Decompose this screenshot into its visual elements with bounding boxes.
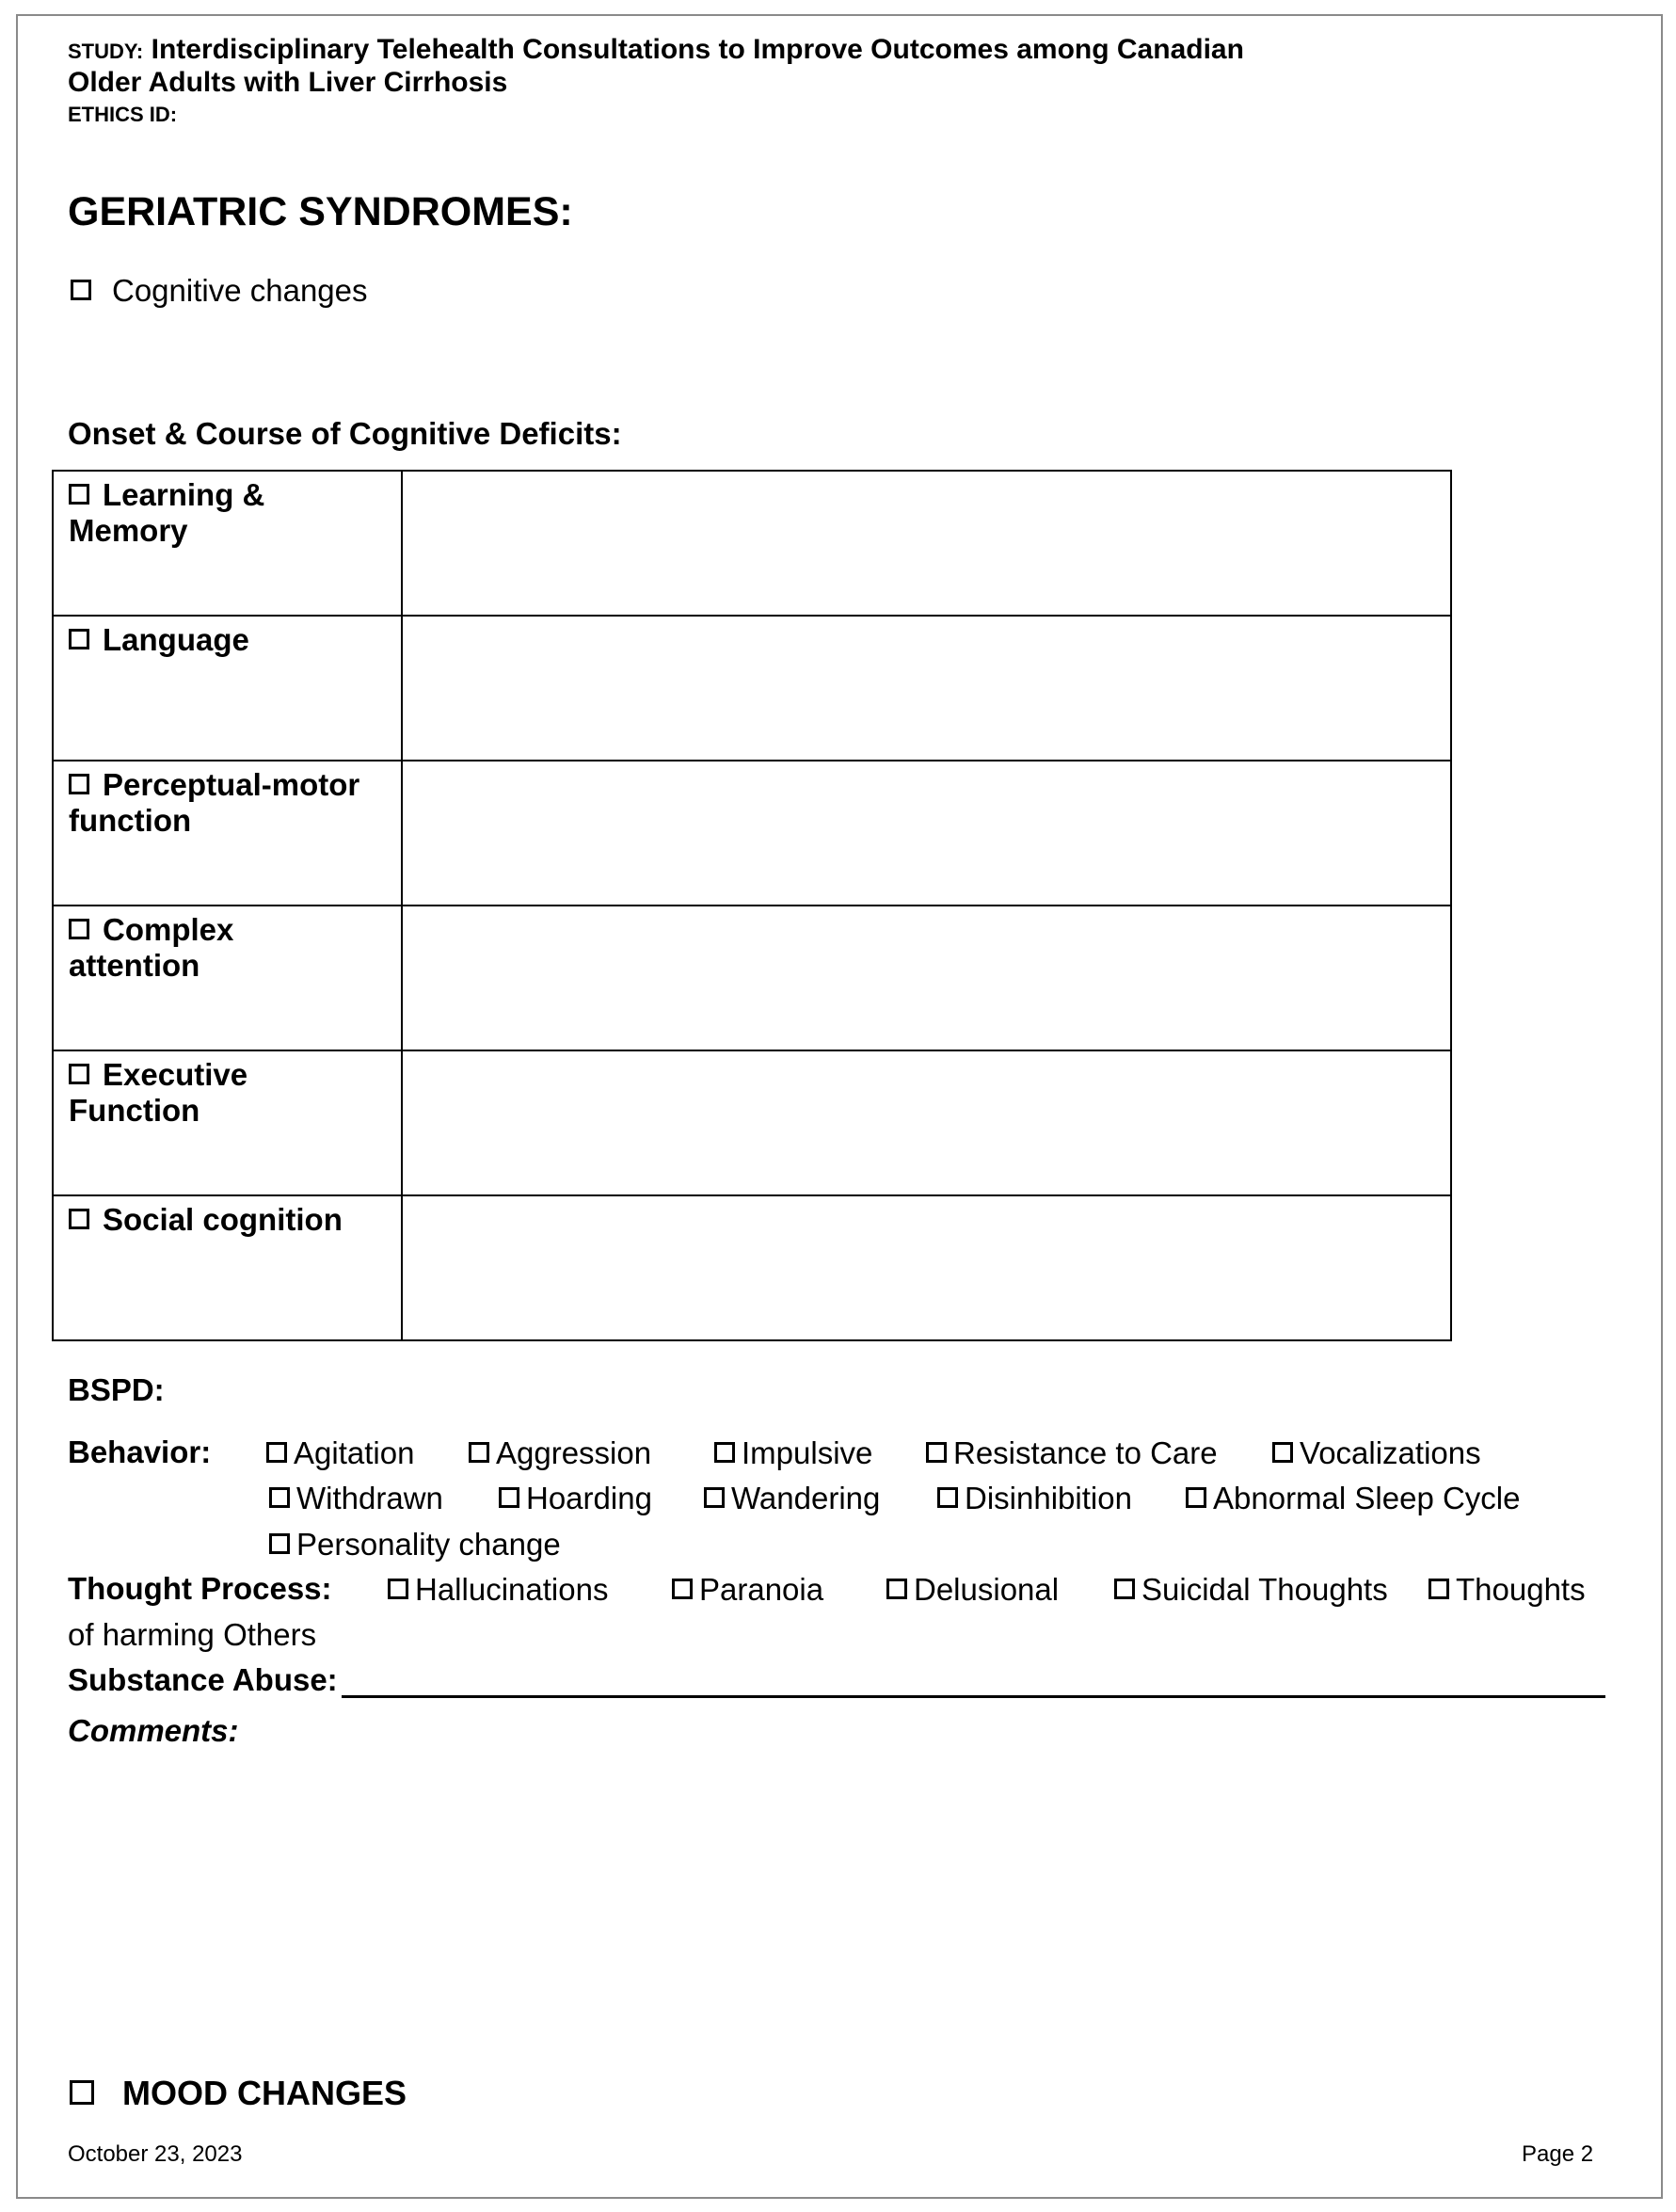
resistance-to-care-checkbox[interactable]: [926, 1442, 947, 1463]
withdrawn-checkbox[interactable]: [269, 1487, 290, 1508]
disinhibition-checkbox[interactable]: [937, 1487, 958, 1508]
thought-process-option[interactable]: [1429, 1571, 1586, 1609]
behavior-option[interactable]: [499, 1480, 652, 1517]
social-cognition-checkbox[interactable]: [69, 1209, 89, 1229]
table-row: [53, 1195, 1451, 1340]
perceptual-motor-checkbox[interactable]: [69, 774, 89, 794]
deficit-label-cell: [53, 906, 402, 1050]
behavior-option[interactable]: [714, 1435, 872, 1472]
personality-change-label: Personality change: [296, 1527, 561, 1562]
cognitive-deficits-table: [52, 470, 1452, 1341]
table-row: [53, 1050, 1451, 1195]
deficit-label-line1: Language: [103, 622, 249, 657]
disinhibition-label: Disinhibition: [965, 1481, 1132, 1515]
impulsive-label: Impulsive: [742, 1435, 873, 1470]
substance-abuse-label: Substance Abuse:: [68, 1662, 338, 1697]
thoughts-of-harming-others-checkbox[interactable]: [1429, 1579, 1449, 1599]
personality-change-checkbox[interactable]: [269, 1533, 290, 1554]
wandering-label: Wandering: [731, 1481, 881, 1515]
behavior-option[interactable]: [269, 1526, 561, 1563]
study-label: STUDY:: [68, 40, 144, 63]
thought-process-option[interactable]: [388, 1571, 608, 1609]
agitation-label: Agitation: [294, 1435, 415, 1470]
complex-attention-notes-field[interactable]: [402, 906, 1451, 1050]
agitation-checkbox[interactable]: [266, 1442, 287, 1463]
aggression-checkbox[interactable]: [469, 1442, 489, 1463]
learning-memory-checkbox[interactable]: [69, 484, 89, 505]
social-cognition-notes-field[interactable]: [402, 1195, 1451, 1340]
study-header: [68, 33, 1244, 69]
thought-process-label: Thought Process:: [68, 1571, 332, 1606]
behavior-option[interactable]: [1272, 1435, 1481, 1472]
deficit-label-cell: [53, 471, 402, 616]
mood-changes-checkbox[interactable]: [70, 2080, 94, 2105]
deficit-label-cell: [53, 616, 402, 761]
deficit-label-line1: Learning &: [103, 477, 265, 512]
deficit-label-line2: Function: [69, 1093, 200, 1128]
ethics-id-label: ETHICS ID:: [68, 103, 178, 126]
substance-abuse-field[interactable]: [342, 1695, 1605, 1698]
deficit-label-cell: [53, 761, 402, 906]
suicidal-thoughts-label: Suicidal Thoughts: [1141, 1572, 1388, 1607]
learning-memory-notes-field[interactable]: [402, 471, 1451, 616]
delusional-checkbox[interactable]: [886, 1579, 907, 1599]
thought-process-option[interactable]: [886, 1571, 1059, 1609]
table-row: [53, 616, 1451, 761]
section-title: GERIATRIC SYNDROMES:: [68, 189, 573, 234]
deficit-label-line2: attention: [69, 948, 200, 983]
study-title-line2: Older Adults with Liver Cirrhosis: [68, 67, 508, 98]
deficit-label-line1: Executive: [103, 1057, 248, 1092]
language-checkbox[interactable]: [69, 629, 89, 649]
hoarding-label: Hoarding: [526, 1481, 652, 1515]
executive-function-notes-field[interactable]: [402, 1050, 1451, 1195]
thought-process-option[interactable]: [672, 1571, 823, 1609]
onset-course-title: Onset & Course of Cognitive Deficits:: [68, 416, 622, 451]
wandering-checkbox[interactable]: [704, 1487, 725, 1508]
vocalizations-label: Vocalizations: [1300, 1435, 1481, 1470]
behavior-option[interactable]: [266, 1435, 414, 1472]
cognitive-changes-row: [71, 273, 368, 309]
thought-process-option[interactable]: [1114, 1571, 1388, 1609]
deficit-label-line2: Memory: [69, 513, 188, 548]
behavior-option[interactable]: [269, 1480, 443, 1517]
thoughts-of-harming-others-label: Thoughts: [1456, 1572, 1586, 1607]
table-row: [53, 906, 1451, 1050]
perceptual-motor-notes-field[interactable]: [402, 761, 1451, 906]
abnormal-sleep-cycle-label: Abnormal Sleep Cycle: [1213, 1481, 1521, 1515]
deficit-label-line1: Complex: [103, 912, 234, 947]
hallucinations-label: Hallucinations: [415, 1572, 609, 1607]
hoarding-checkbox[interactable]: [499, 1487, 519, 1508]
behavior-option[interactable]: [937, 1480, 1132, 1517]
aggression-label: Aggression: [496, 1435, 652, 1470]
behavior-label: Behavior:: [68, 1435, 212, 1469]
delusional-label: Delusional: [914, 1572, 1060, 1607]
withdrawn-label: Withdrawn: [296, 1481, 443, 1515]
deficit-label-line1: Social cognition: [103, 1202, 343, 1237]
mood-changes-label: MOOD CHANGES: [122, 2074, 407, 2112]
complex-attention-checkbox[interactable]: [69, 919, 89, 939]
behavior-option[interactable]: [704, 1480, 880, 1517]
deficit-label-line2: function: [69, 803, 192, 838]
cognitive-changes-label: Cognitive changes: [112, 273, 368, 308]
study-title-line1: Interdisciplinary Telehealth Consultations to Improve Outcomes among Canadian: [151, 34, 1244, 65]
comments-label: Comments:: [68, 1713, 239, 1748]
behavior-option[interactable]: [1186, 1480, 1521, 1517]
deficit-label-cell: [53, 1050, 402, 1195]
deficit-label-line1: Perceptual-motor: [103, 767, 360, 802]
table-row: [53, 761, 1451, 906]
footer-page-number: Page 2: [1522, 2141, 1594, 2167]
behavior-option[interactable]: [469, 1435, 651, 1472]
resistance-to-care-label: Resistance to Care: [953, 1435, 1218, 1470]
vocalizations-checkbox[interactable]: [1272, 1442, 1293, 1463]
deficit-label-cell: [53, 1195, 402, 1340]
paranoia-checkbox[interactable]: [672, 1579, 693, 1599]
bspd-label: BSPD:: [68, 1372, 165, 1407]
thoughts-of-harming-others-wrap: of harming Others: [68, 1617, 317, 1652]
behavior-option[interactable]: [926, 1435, 1218, 1472]
impulsive-checkbox[interactable]: [714, 1442, 735, 1463]
suicidal-thoughts-checkbox[interactable]: [1114, 1579, 1135, 1599]
cognitive-changes-checkbox[interactable]: [71, 280, 91, 300]
abnormal-sleep-cycle-checkbox[interactable]: [1186, 1487, 1206, 1508]
hallucinations-checkbox[interactable]: [388, 1579, 408, 1599]
executive-function-checkbox[interactable]: [69, 1064, 89, 1084]
table-row: [53, 471, 1451, 616]
language-notes-field[interactable]: [402, 616, 1451, 761]
mood-changes-row: [70, 2074, 407, 2113]
paranoia-label: Paranoia: [699, 1572, 824, 1607]
footer-date: October 23, 2023: [68, 2141, 243, 2167]
